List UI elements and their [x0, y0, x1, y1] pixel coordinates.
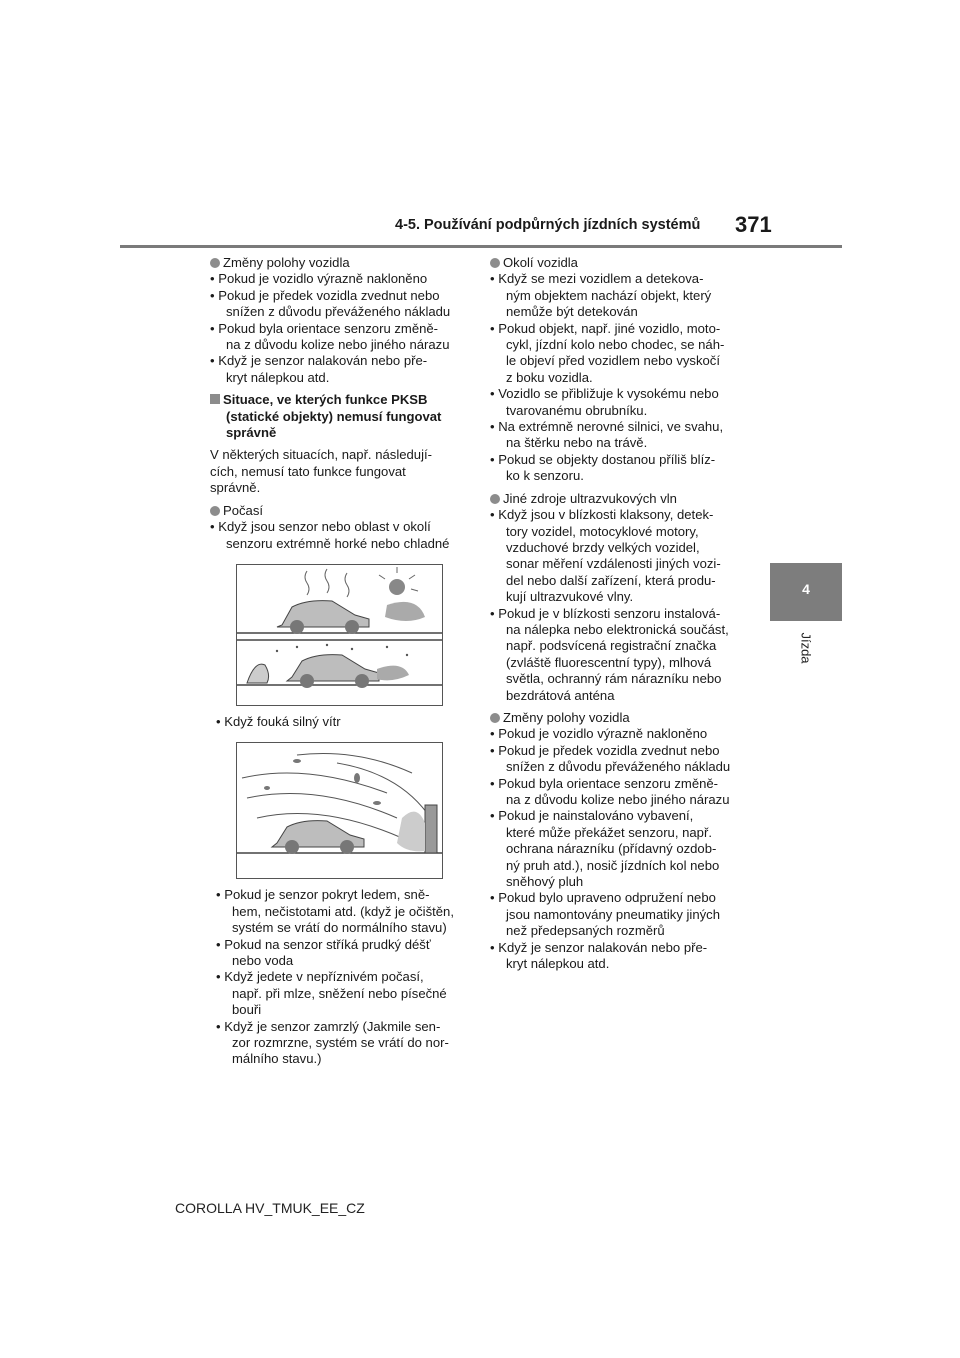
list-item: hem, nečistotami atd. (když je očištěn,: [232, 903, 454, 919]
list-item: sonar měření vzdálenosti jiných vozi-: [506, 556, 721, 572]
list-item: málního stavu.): [232, 1051, 322, 1067]
list-item: kryt nálepkou atd.: [506, 956, 610, 972]
list-item: tory vozidel, motocyklové motory,: [506, 523, 699, 539]
list-item: ko k senzoru.: [506, 468, 584, 484]
left-column: [210, 255, 475, 1068]
list-item: snížen z důvodu převáženého nákladu: [506, 759, 731, 775]
intro-text: V některých situacích, např. následují-: [210, 447, 432, 463]
round-bullet-icon: [490, 494, 500, 504]
list-item: • Pokud bylo upraveno odpružení nebo: [490, 890, 716, 906]
group-heading: Okolí vozidla: [490, 255, 760, 271]
list-item: zor rozmrzne, systém se vrátí do nor-: [232, 1034, 449, 1050]
list-item: z boku vozidla.: [506, 369, 593, 385]
list-item: bezdrátová anténa: [506, 687, 615, 703]
round-bullet-icon: [490, 258, 500, 268]
list-item: kryt nálepkou atd.: [226, 369, 330, 385]
list-item: ným objektem nachází objekt, který: [506, 287, 712, 303]
group-heading: Změny polohy vozidla: [210, 255, 475, 271]
hot-cold-car-icon: [237, 565, 442, 705]
list-item: • Když jsou senzor nebo oblast v okolí: [210, 519, 431, 535]
list-item: nemůže být detekován: [506, 304, 638, 320]
list-item: del nebo další zařízení, která produ-: [506, 572, 716, 588]
list-item: • Na extrémně nerovné silnici, ve svahu,: [490, 419, 724, 435]
list-item: než předepsaných rozměrů: [506, 923, 665, 939]
list-item: ochrana nárazníku (přídavný ozdob-: [506, 841, 717, 857]
list-item: • Když je senzor nalakován nebo pře-: [490, 939, 708, 955]
list-item: na z důvodu kolize nebo jiného nárazu: [226, 337, 450, 353]
list-item: • Když se mezi vozidlem a detekova-: [490, 271, 704, 287]
list-item: • Vozidlo se přibližuje k vysokému nebo: [490, 386, 719, 402]
list-item: • Když jsou v blízkosti klaksony, detek-: [490, 507, 714, 523]
list-item: • Pokud je nainstalováno vybavení,: [490, 808, 694, 824]
section-title: 4-5. Používání podpůrných jízdních systémů: [395, 217, 701, 233]
list-item: • Když fouká silný vítr: [216, 713, 341, 729]
chapter-name: [796, 628, 816, 668]
list-item: (zvláště fluorescentní typy), mlhová: [506, 654, 712, 670]
list-item: na nálepka nebo elektronická součást,: [506, 621, 729, 637]
list-item: • Pokud objekt, např. jiné vozidlo, moto-: [490, 320, 721, 336]
right-column: [490, 255, 760, 972]
list-item: • Pokud je předek vozidla zvednut nebo: [210, 287, 440, 303]
list-item: světla, ochranný rám nárazníku nebo: [506, 671, 722, 687]
group-heading: Změny polohy vozidla: [490, 710, 760, 726]
list-item: na štěrku nebo na trávě.: [506, 435, 648, 451]
weather-illustration: [236, 564, 443, 706]
list-item: kují ultrazvukové vlny.: [506, 589, 634, 605]
list-item: • Pokud na senzor stříká prudký déšť: [216, 936, 431, 952]
chapter-name-label: Jízda: [798, 632, 814, 664]
footer-text: COROLLA HV_TMUK_EE_CZ: [175, 1200, 365, 1216]
wind-car-icon: [237, 743, 442, 878]
list-item: jsou namontovány pneumatiky jiných: [506, 906, 720, 922]
list-item: • Pokud je vozidlo výrazně nakloněno: [490, 726, 708, 742]
list-item: • Když je senzor zamrzlý (Jakmile sen-: [216, 1018, 441, 1034]
round-bullet-icon: [210, 506, 220, 516]
round-bullet-icon: [210, 258, 220, 268]
list-item: • Pokud je předek vozidla zvednut nebo: [490, 742, 720, 758]
list-item: např. při mlze, sněžení nebo písečné: [232, 985, 447, 1001]
section-heading-line: (statické objekty) nemusí fungovat: [226, 408, 442, 424]
list-item: le objeví před vozidlem nebo vyskočí: [506, 353, 720, 369]
list-item: systém se vrátí do normálního stavu): [232, 920, 447, 936]
list-item: tvarovanému obrubníku.: [506, 402, 648, 418]
list-item: • Pokud je v blízkosti senzoru instalová-: [490, 605, 721, 621]
square-bullet-icon: [210, 394, 220, 404]
list-item: nebo voda: [232, 952, 294, 968]
list-item: které může překážet senzoru, např.: [506, 824, 712, 840]
list-item: na z důvodu kolize nebo jiného nárazu: [506, 792, 730, 807]
list-item: sněhový pluh: [506, 874, 584, 890]
list-item: např. podsvícená registrační značka: [506, 638, 717, 654]
chapter-tab: [770, 563, 842, 621]
list-item: ný pruh atd.), nosič jízdních kol nebo: [506, 857, 720, 873]
group-heading: Jiné zdroje ultrazvukových vln: [490, 491, 760, 507]
header-rule: [120, 245, 842, 248]
page-number: 371: [735, 212, 772, 237]
intro-text: cích, nemusí tato funkce fungovat: [210, 463, 406, 479]
group-heading: Počasí: [210, 503, 475, 519]
list-item: bouři: [232, 1002, 262, 1018]
wind-illustration: [236, 742, 443, 879]
list-item: cykl, jízdní kolo nebo chodec, se náh-: [506, 337, 725, 353]
list-item: • Pokud se objekty dostanou příliš blíz-: [490, 451, 716, 467]
chapter-number: 4: [802, 581, 810, 597]
list-item: vzduchové brzdy velkých vozidel,: [506, 539, 700, 555]
list-item: • Když je senzor nalakován nebo pře-: [210, 353, 428, 369]
list-item: • Pokud byla orientace senzoru změně-: [210, 320, 439, 336]
section-heading-line: správně: [226, 425, 277, 441]
round-bullet-icon: [490, 713, 500, 723]
list-item: • Pokud byla orientace senzoru změně-: [490, 775, 719, 791]
list-item: • Když jedete v nepříznivém počasí,: [216, 969, 424, 985]
list-item: senzoru extrémně horké nebo chladné: [226, 535, 450, 551]
list-item: • Pokud je vozidlo výrazně nakloněno: [210, 271, 428, 287]
list-item: • Pokud je senzor pokryt ledem, sně-: [216, 887, 430, 903]
section-heading: Situace, ve kterých funkce PKSB: [210, 392, 475, 408]
list-item: snížen z důvodu převáženého nákladu: [226, 304, 451, 320]
intro-text: správně.: [210, 480, 261, 496]
